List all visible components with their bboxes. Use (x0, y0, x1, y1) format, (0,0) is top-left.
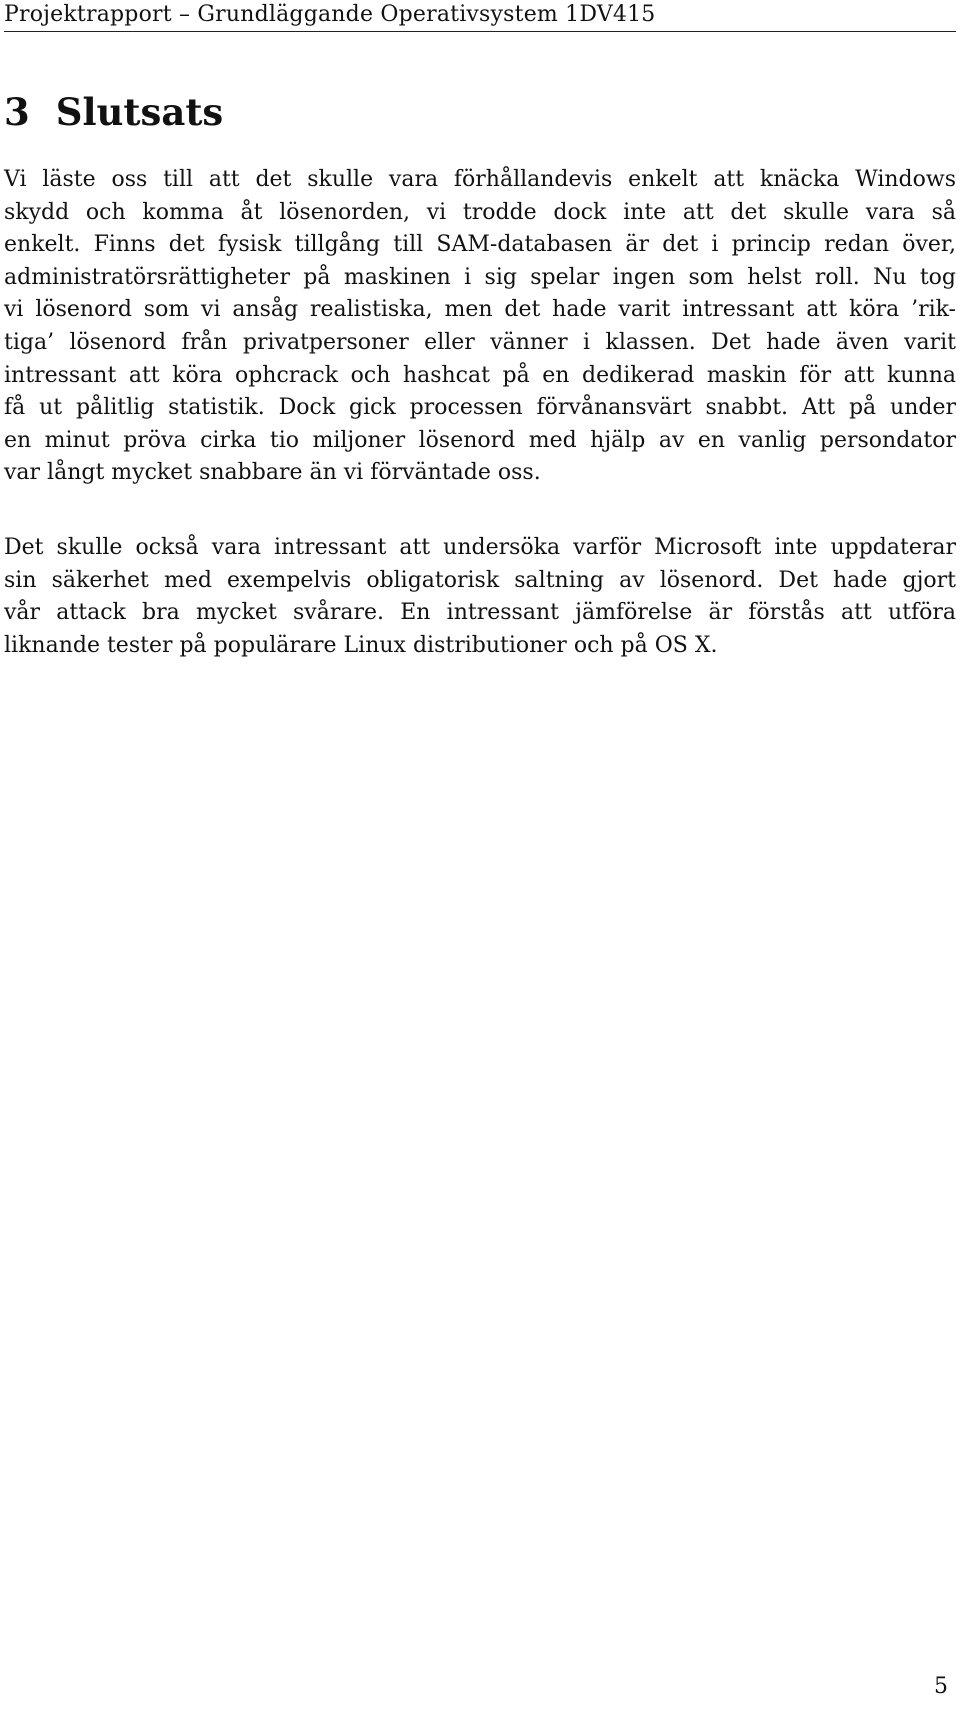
text-line: var långt mycket snabbare än vi förväntade oss. (4, 460, 541, 486)
section-number: 3 (4, 90, 30, 134)
text-line: intressant att köra ophcrack och hashcat på en dedikerad maskin för att kunna (4, 362, 956, 388)
text-line: liknande tester på populärare Linux distributioner och på OS X. (4, 632, 718, 658)
section-title: Slutsats (55, 90, 224, 134)
paragraph-conclusion-1 (4, 164, 956, 490)
text-line: tiga’ lösenord från privatpersoner eller vänner i klassen. Det hade även varit (4, 329, 956, 355)
text-line: Det skulle också vara intressant att undersöka varför Microsoft inte uppdaterar (4, 535, 956, 560)
text-line: skydd och komma åt lösenorden, vi trodde dock inte att det skulle vara så (4, 199, 956, 225)
text-line: vi lösenord som vi ansåg realistiska, men det hade varit intressant att köra ’rik- (4, 297, 956, 323)
text-line: administratörsrättigheter på maskinen i sig spelar ingen som helst roll. Nu tog (4, 264, 956, 290)
text-line: sin säkerhet med exempelvis obligatorisk saltning av lösenord. Det hade gjort (4, 567, 956, 593)
text-line: få ut pålitlig statistik. Dock gick processen förvånansvärt snabbt. Att på under (4, 395, 956, 421)
paragraph-conclusion-2 (4, 532, 956, 662)
text-line: Vi läste oss till att det skulle vara förhållandevis enkelt att knäcka Windows (4, 167, 956, 192)
page-number: 5 (934, 1674, 948, 1699)
text-line: en minut pröva cirka tio miljoner lösenord med hjälp av en vanlig persondator (4, 427, 956, 453)
text-line: enkelt. Finns det fysisk tillgång till SAM-databasen är det i princip redan över, (4, 232, 956, 258)
text-line: vår attack bra mycket svårare. En intressant jämförelse är förstås att utföra (4, 600, 956, 626)
running-header: Projektrapport – Grundläggande Operativsystem 1DV415 (4, 2, 956, 32)
section-heading (4, 90, 223, 134)
